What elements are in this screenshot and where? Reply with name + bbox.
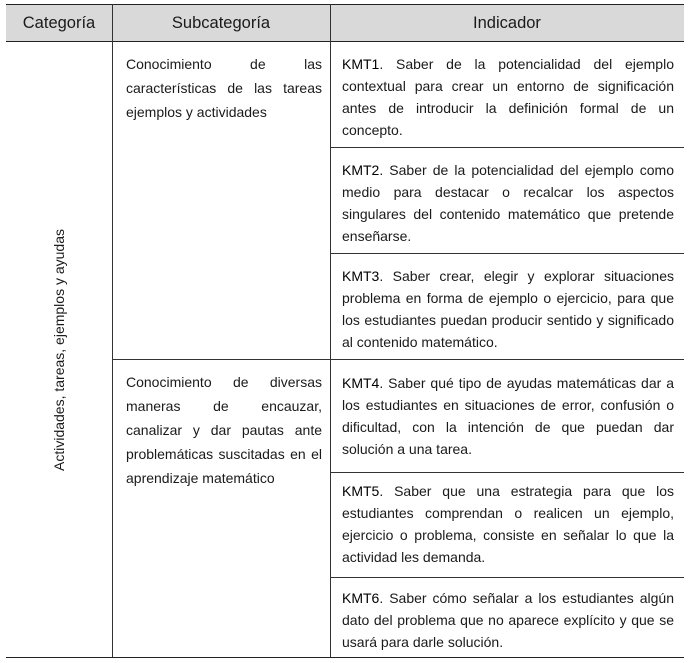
subcategory-2: Conocimiento de diversas maneras de encauzar, canalizar y dar pautas ante problemáticas suscitadas en el aprendizaje matemático bbox=[126, 374, 322, 486]
row-divider bbox=[330, 577, 684, 578]
indicator-text: . Saber que una estrategia para que los estudiantes comprendan o realicen un ejemplo, ejercicio o problema, consiste en señalar lo que la actividad les demanda. bbox=[342, 483, 674, 565]
indicator-code: KMT5 bbox=[342, 483, 380, 499]
indicator-kmt2 bbox=[342, 159, 674, 247]
indicator-text: . Saber de la potencialidad del ejemplo como medio para destacar o recalcar los aspectos singulares del contenido matemático que pretende enseñarse. bbox=[342, 162, 674, 244]
indicator-kmt3 bbox=[342, 265, 674, 353]
indicator-code: KMT4 bbox=[342, 375, 380, 391]
indicator-code: KMT2 bbox=[342, 162, 380, 178]
indicator-text: . Saber qué tipo de ayudas matemáticas dar a los estudiantes en situaciones de error, confusión o dificultad, con la intención de que puedan dar solución a una tarea. bbox=[342, 375, 674, 457]
row-divider bbox=[330, 253, 684, 254]
indicator-code: KMT1 bbox=[342, 56, 380, 72]
category-label: Actividades, tareas, ejemplos y ayudas bbox=[51, 228, 68, 472]
indicator-text: . Saber cómo señalar a los estudiantes algún dato del problema que no aparece explícito y que se usará para darle solución. bbox=[342, 590, 674, 650]
subcategory-1: Conocimiento de las características de las tareas ejemplos y actividades bbox=[126, 56, 322, 120]
indicator-table bbox=[6, 4, 684, 658]
header-categoria: Categoría bbox=[6, 4, 112, 42]
row-divider bbox=[112, 359, 684, 360]
indicator-kmt4 bbox=[342, 372, 674, 460]
indicator-kmt5 bbox=[342, 480, 674, 568]
indicator-code: KMT6 bbox=[342, 590, 380, 606]
row-divider bbox=[330, 472, 684, 473]
header-subcategoria: Subcategoría bbox=[112, 4, 330, 42]
header-indicador: Indicador bbox=[330, 4, 684, 42]
row-divider bbox=[330, 147, 684, 148]
indicator-code: KMT3 bbox=[342, 268, 380, 284]
category-cell bbox=[6, 42, 112, 658]
indicator-text: . Saber de la potencialidad del ejemplo contextual para crear un entorno de significación antes de introducir la definición formal de un concepto. bbox=[342, 56, 674, 138]
indicator-kmt1 bbox=[342, 53, 674, 141]
indicator-text: . Saber crear, elegir y explorar situaciones problema en forma de ejemplo o ejercicio, para que los estudiantes puedan producir sentido y significado al contenido matemático. bbox=[342, 268, 674, 350]
indicator-kmt6 bbox=[342, 587, 674, 653]
column-divider bbox=[112, 4, 113, 658]
column-divider bbox=[330, 4, 331, 658]
